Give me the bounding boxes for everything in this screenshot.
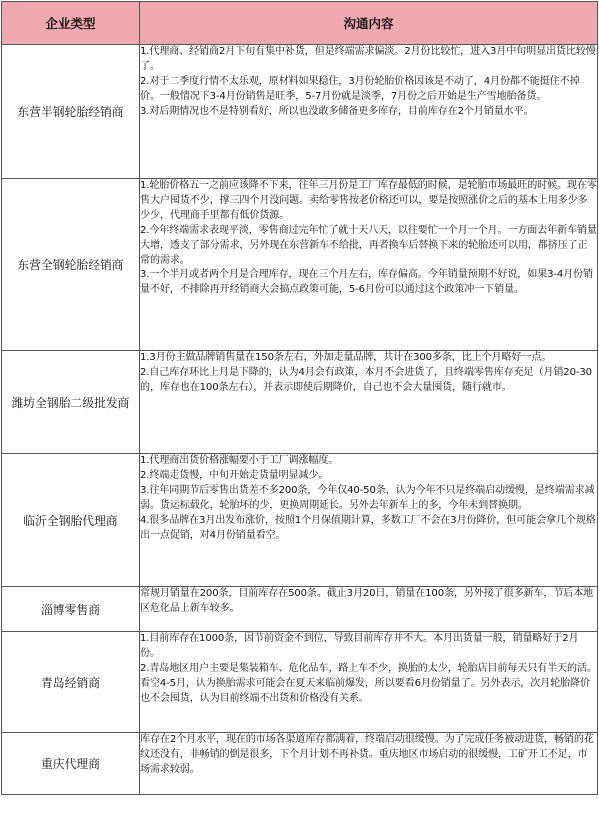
content-cell (140, 632, 598, 733)
content-cell (140, 351, 598, 454)
content-line: 2.对于二季度行情不太乐观，原材料如果稳住，3月份轮胎价格因该是不动了，4月份都不能挺住不掉价。一般情况下3-4月份销售是旺季，5-7月份就是淡季，7月份之后开始是生产雪地胎备货。 (140, 75, 580, 102)
content-cell (140, 179, 598, 351)
content-line: 3.对后期情况也不是特别看好，所以也没敢多储备更多库存，目前库存在2个月销量水平。 (140, 105, 534, 117)
report-table-container (1, 1, 598, 813)
table-row (2, 454, 598, 587)
table-row (2, 632, 598, 733)
table-row (2, 733, 598, 795)
content-line: 1.代理商、经销商2月下旬有集中补货，但是终端需求偏淡。2月份比较忙，进入3月中旬明显出货比较慢了。 (140, 46, 596, 72)
content-line: 库存在2个月水平，现在的市场各渠道库存都满着，终端启动很缓慢。为了完成任务被动进货，畅销的花纹还没有，非畅销的倒是很多，下个月计划不再补货。重庆地区市场启动的很缓慢，工矿开工不足，市场需求较弱。 (140, 734, 594, 775)
enterprise-type-cell: 东营全钢轮胎经销商 (2, 179, 140, 351)
table-row (2, 587, 598, 632)
content-line: 1.代理商出货价格涨幅要小于工厂调涨幅度。 (140, 455, 339, 466)
enterprise-type-cell: 淄博零售商 (2, 587, 140, 632)
enterprise-type-cell: 东营半钢轮胎经销商 (2, 45, 140, 179)
header-enterprise-type: 企业类型 (2, 2, 140, 45)
content-line: 3.一个半月或者两个月是合理库存，现在三个月左右，库存偏高。今年销量预期不好说，如果3-4月份销量不好，不排除再开经销商大会搞点政策可能，5-6月份可以通过这个政策冲一下销量。 (140, 269, 593, 296)
content-line: 1.3月份主做品牌销售量在150条左右，外加走量品牌，共计在300多条，比上个月略好一点。 (140, 352, 552, 363)
enterprise-type-cell: 临沂全钢胎代理商 (2, 454, 140, 587)
content-line: 常规月销量在200条，目前库存在500条。截止3月20日，销量在100条，另外接了很多新车，节后本地区危化品上新车较多。 (140, 588, 594, 614)
table-row (2, 179, 598, 351)
content-line: 2.终端走货慢，中旬开始走货量明显减少。 (140, 469, 329, 481)
table-row (2, 351, 598, 454)
header-communication-content: 沟通内容 (140, 2, 598, 45)
content-line: 1.目前库存在1000条，因节前资金不到位，导致目前库存并不大。本月出货量一般，销量略好于2月份。 (140, 633, 579, 659)
enterprise-type-cell: 重庆代理商 (2, 733, 140, 795)
enterprise-type-cell: 青岛经销商 (2, 632, 140, 733)
content-cell (140, 587, 598, 632)
communication-table (1, 1, 598, 795)
content-cell (140, 45, 598, 179)
table-row (2, 45, 598, 179)
content-line: 2.今年终端需求表现平淡，零售商过完年忙了就十天八天，以往要忙一个月一个月。一方面去年新车销量大增，透支了部分需求，另外现在东营新车不给批，再者换车后替换下来的轮胎还可以用，都挤压了正常的需求。 (140, 224, 597, 266)
content-line: 1.轮胎价格五一之前应该降不下来，往年三月份是工厂库存最低的时候，是轮胎市场最旺的时候。现在零售大户囤货不少，撑三四个月没问题。卖给零售按老价格还可以，要是按照涨价之后的基本上用多少多少少，代理商手里都有低价货源。 (140, 180, 597, 221)
content-cell (140, 733, 598, 795)
content-line: 2.自己库存环比上月是下降的，认为4月会有政策，本月不会进货了，且终端零售库存充足（月销20-30的，库存也在100条左右），并表示即使后期降价，自己也不会大量囤货，随行就市。 (140, 366, 592, 393)
table-header-row (2, 2, 598, 45)
enterprise-type-cell: 潍坊全钢胎二级批发商 (2, 351, 140, 454)
content-line: 4.很多品牌在3月出发布涨价，按照1个月保值期计算，多数工厂不会在3月份降价，但可能会拿几个规格出一点促销，对4月份销量看空。 (140, 514, 596, 541)
content-line: 2.青岛地区用户主要是集装箱车、危化品车，路上车不少，换胎的太少，轮胎店目前每天只有半天的活。看空4-5月，认为换胎需求可能会在夏天来临前爆发，所以要看6月份销量了。另外表示，次月轮胎降价也不会囤货，认为目前终端不出货和价格没有关系。 (140, 662, 597, 704)
content-cell (140, 454, 598, 587)
content-line: 3.往年同期节后零售出货差不多200条，今年仅40-50条，认为今年不只是终端启动缓慢，是终端需求减弱。货运标载化，轮胎坏的少，更换周期延长。另外去年新车上的多，今年未到替换期。 (140, 484, 595, 511)
